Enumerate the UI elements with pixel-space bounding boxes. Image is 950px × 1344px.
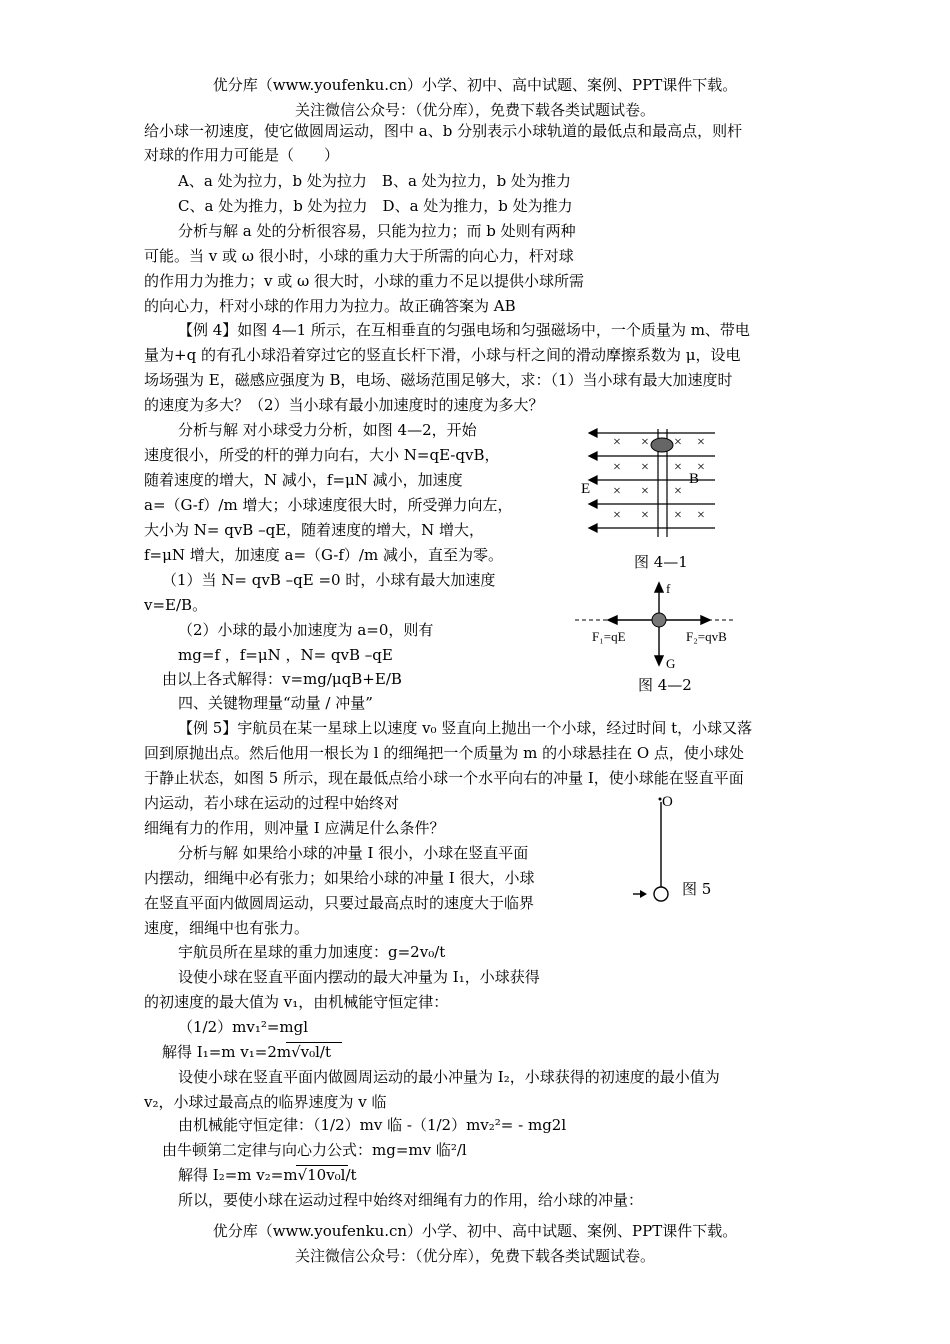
text-line: v₂，小球过最高点的临界速度为 v 临 [144,1093,387,1111]
text-line: 的速度为多大？（2）当小球有最小加速度时的速度为多大？ [144,396,544,414]
cross-mark: × [613,508,621,523]
label-f: f [666,581,671,596]
text-line: 由以上各式解得：v=mg/μqB+E/B [162,670,402,688]
arrow-right-icon [701,616,710,624]
ball [652,613,666,627]
formula-line: 解得 I₁=m v₁=2m√v₀l/t [162,1043,332,1061]
arrow-left-icon [589,429,597,437]
arrow-left-icon [589,500,597,508]
option-line: A、a 处为拉力，b 处为拉力 B、a 处为拉力，b 处为推力 [178,172,572,190]
text-line: 的初速度的最大值为 v₁，由机械能守恒定律： [144,993,449,1011]
text-line: 内摆动，细绳中必有张力；如果给小球的冲量 I 很大，小球 [144,869,535,887]
label-b: B [689,471,700,487]
ball [654,887,668,901]
cross-mark: × [641,508,649,523]
figure-4-1-caption: 图 4—1 [634,553,688,571]
text-line: 可能。当 v 或 ω 很小时，小球的重力大于所需的向心力，杆对球 [144,247,574,265]
cross-mark: × [613,484,621,499]
cross-mark: × [674,508,682,523]
figure-4-1 [575,425,725,545]
text-line: 随着速度的增大，N 减小，f=μN 减小，加速度 [144,471,463,489]
figure-5-caption: 图 5 [682,880,712,898]
text-line: 细绳有力的作用，则冲量 I 应满足什么条件？ [144,819,445,837]
cross-mark: × [613,435,621,450]
text-line: 大小为 N= qvB –qE，随着速度的增大，N 增大， [144,521,485,539]
text-line: 速度很小，所受的杆的弹力向右，大小 N=qE-qvB， [144,446,500,464]
header-line-1: 优分库（www.youfenku.cn）小学、初中、高中试题、案例、PPT课件下载。 [212,76,738,94]
label-f2: F₂=qvB [686,629,727,644]
header-line-2: 关注微信公众号：（优分库），免费下载各类试题试卷。 [294,101,655,119]
text-line: v=E/B。 [144,596,208,614]
text-line: 分析与解 如果给小球的冲量 I 很小，小球在竖直平面 [178,844,529,862]
formula-line: （1/2）mv₁²=mgl [178,1018,309,1036]
radical-overline [286,1042,342,1043]
cross-mark: × [674,435,682,450]
formula-line: 解得 I₂=m v₂=m√10v₀l/t [178,1166,357,1184]
label-o: O [662,794,673,810]
example-4-heading: 【例 4】如图 4—1 所示，在互相垂直的匀强电场和匀强磁场中，一个质量为 m、带电 [178,321,750,339]
text-line: 的作用力为推力；v 或 ω 很大时，小球的重力不足以提供小球所需 [144,272,585,290]
arrow-left-icon [608,616,617,624]
text-line: （2）小球的最小加速度为 a=0，则有 [178,621,434,639]
figure-4-2-caption: 图 4—2 [638,676,692,694]
footer-line-2: 关注微信公众号：（优分库），免费下载各类试题试卷。 [294,1247,655,1265]
text-line: 速度，细绳中也有张力。 [144,919,310,937]
arrow-left-icon [589,476,597,484]
text-line: 分析与解 a 处的分析很容易，只能为拉力；而 b 处则有两种 [178,222,576,240]
arrow-up-icon [655,583,663,592]
section-heading: 四、关键物理量“动量 / 冲量” [178,694,373,712]
text-line: 的向心力，杆对小球的作用力为拉力。故正确答案为 AB [144,297,516,315]
text-line: 分析与解 对小球受力分析，如图 4—2，开始 [178,421,477,439]
cross-mark: × [674,484,682,499]
arrow-left-icon [589,452,597,460]
text-line: 回到原抛出点。然后他用一根长为 l 的细绳把一个质量为 m 的小球悬挂在 O 点，使小球处 [144,744,744,762]
text-line: mg=f ，f=μN ，N= qvB –qE [178,646,393,664]
example-5-heading: 【例 5】宇航员在某一星球上以速度 v₀ 竖直向上抛出一个小球，经过时间 t，小球又落 [178,719,753,737]
arrow-right-icon [640,890,647,898]
cross-mark: × [697,460,705,475]
text-line: 宇航员所在星球的重力加速度：g=2v₀/t [178,943,446,961]
text-line: 内运动，若小球在运动的过程中始终对 [144,794,400,812]
cross-mark: × [641,435,649,450]
text-line: 场场强为 E，磁感应强度为 B，电场、磁场范围足够大，求：（1）当小球有最大加速度时 [144,371,733,389]
label-f1: F₁=qE [592,629,626,644]
label-e: E [581,481,591,497]
cross-mark: × [674,460,682,475]
text-line: 量为+q 的有孔小球沿着穿过它的竖直长杆下滑，小球与杆之间的滑动摩擦系数为 μ，设电 [144,346,741,364]
text-line: （1）当 N= qvB –qE =0 时，小球有最大加速度 [162,571,496,589]
text-line: 设使小球在竖直平面内做圆周运动的最小冲量为 I₂，小球获得的初速度的最小值为 [178,1068,720,1086]
text-line: 设使小球在竖直平面内摆动的最大冲量为 I₁，小球获得 [178,968,540,986]
text-line: 于静止状态，如图 5 所示，现在最低点给小球一个水平向右的冲量 I，使小球能在竖直平面 [144,769,744,787]
option-line: C、a 处为推力，b 处为拉力 D、a 处为推力，b 处为推力 [178,197,573,215]
footer-line-1: 优分库（www.youfenku.cn）小学、初中、高中试题、案例、PPT课件下载。 [212,1222,738,1240]
text-line: 给小球一初速度，使它做圆周运动，图中 a、b 分别表示小球轨道的最低点和最高点，则杆 [144,122,743,140]
text-line: 在竖直平面内做圆周运动，只要过最高点时的速度大于临界 [144,894,535,912]
text-line: f=μN 增大，加速度 a=（G-f）/m 减小，直至为零。 [144,546,503,564]
formula-line: 由牛顿第二定律与向心力公式：mg=mv 临²/l [162,1141,467,1159]
arrow-left-icon [589,524,597,532]
ball [651,438,673,452]
cross-mark: × [697,508,705,523]
radical-overline [296,1165,348,1166]
formula-line: 由机械能守恒定律：（1/2）mv 临 -（1/2）mv₂²= - mg2l [178,1116,567,1134]
figure-4-2 [570,578,740,673]
arrow-down-icon [655,656,663,665]
cross-mark: × [613,460,621,475]
label-g: G [666,656,676,671]
text-line: a=（G-f）/m 增大；小球速度很大时，所受弹力向左， [144,496,513,514]
cross-mark: × [641,484,649,499]
cross-mark: × [697,435,705,450]
text-line: 所以，要使小球在运动过程中始终对细绳有力的作用，给小球的冲量： [178,1191,644,1209]
cross-mark: × [641,460,649,475]
text-line: 对球的作用力可能是（ ） [144,146,340,164]
